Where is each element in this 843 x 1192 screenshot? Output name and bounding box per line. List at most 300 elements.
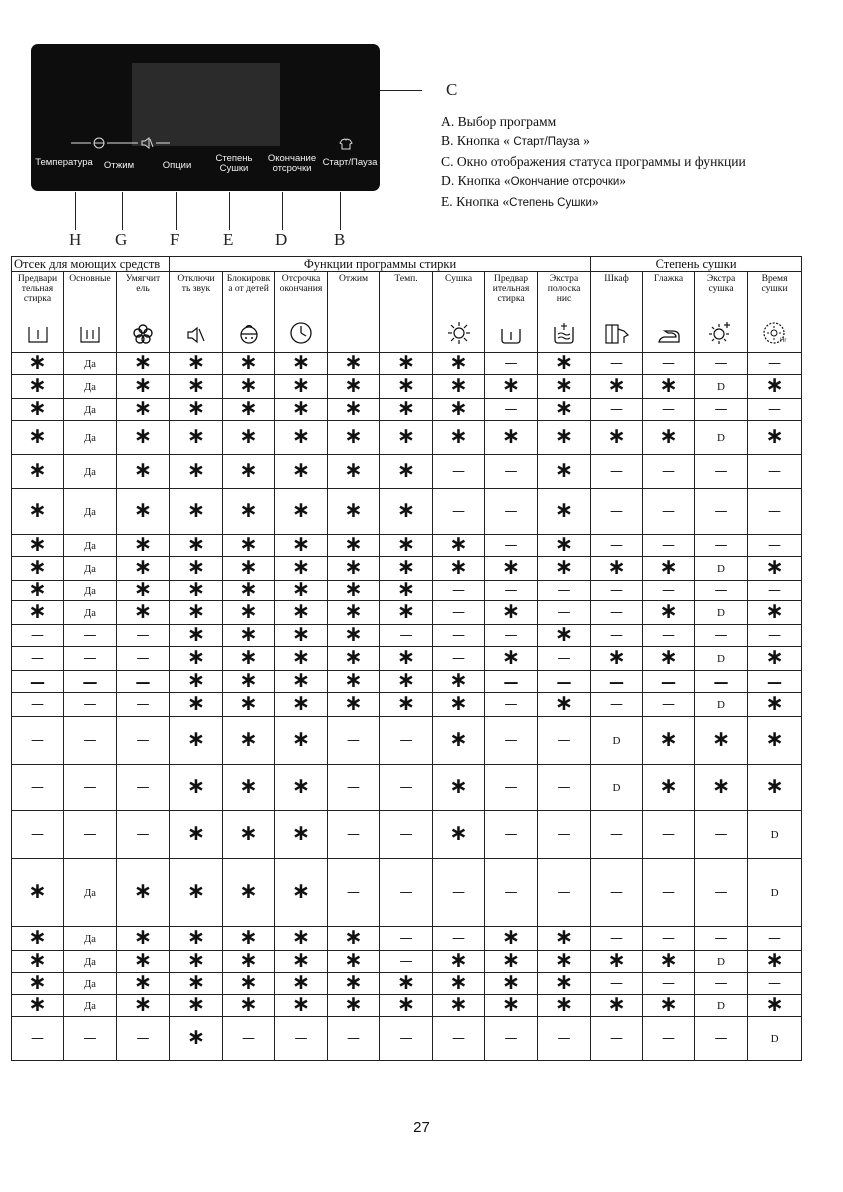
cell-not-supported: — — [695, 859, 748, 927]
column-header-14 — [748, 272, 802, 353]
table-row — [12, 581, 802, 601]
cell-not-supported: — — [591, 455, 643, 489]
cell-supported: ∗ — [433, 765, 485, 811]
cell-not-supported: — — [380, 927, 433, 951]
cell-supported: ∗ — [643, 647, 695, 671]
cell-not-supported: — — [117, 811, 170, 859]
cell-supported: ∗ — [538, 455, 591, 489]
table-row — [12, 717, 802, 765]
cell-supported: ∗ — [12, 535, 64, 557]
cell-supported: ∗ — [170, 375, 223, 399]
cell-supported: ∗ — [748, 421, 802, 455]
cell-supported: ∗ — [643, 717, 695, 765]
cell-not-supported: — — [643, 927, 695, 951]
cell-supported: ∗ — [695, 765, 748, 811]
cell-not-supported: — — [591, 811, 643, 859]
column-header-label: Отключи ть звук — [177, 273, 215, 294]
cell-supported: ∗ — [170, 557, 223, 581]
column-header-label: Основные — [69, 273, 111, 284]
cell-yes: Да — [64, 455, 117, 489]
column-header-8 — [433, 272, 485, 353]
cell-supported: ∗ — [170, 811, 223, 859]
cell-not-supported: — — [485, 859, 538, 927]
cell-supported: ∗ — [643, 765, 695, 811]
column-header-label: Темп. — [394, 273, 418, 284]
cell-supported: ∗ — [117, 973, 170, 995]
start-pause-button[interactable]: Старт/Пауза — [322, 157, 378, 168]
cell-default: D — [695, 601, 748, 625]
cell-default: D — [695, 647, 748, 671]
cell-supported: ∗ — [538, 421, 591, 455]
cell-supported: ∗ — [223, 353, 275, 375]
cell-supported: ∗ — [223, 581, 275, 601]
cell-not-supported: — — [433, 1017, 485, 1061]
options-button[interactable]: Опции — [162, 160, 192, 171]
cell-not-supported: — — [64, 671, 117, 693]
cell-supported: ∗ — [275, 859, 328, 927]
cell-not-supported: — — [695, 399, 748, 421]
cell-default: D — [748, 1017, 802, 1061]
cell-not-supported: — — [275, 1017, 328, 1061]
cell-supported: ∗ — [591, 951, 643, 973]
cell-supported: ∗ — [485, 375, 538, 399]
table-row — [12, 765, 802, 811]
cell-not-supported: — — [64, 1017, 117, 1061]
cupboard-dry-icon — [591, 323, 642, 348]
cell-supported: ∗ — [591, 421, 643, 455]
cell-supported: ∗ — [748, 557, 802, 581]
cell-supported: ∗ — [275, 399, 328, 421]
cell-supported: ∗ — [170, 421, 223, 455]
cell-supported: ∗ — [275, 535, 328, 557]
cell-not-supported: — — [695, 1017, 748, 1061]
callout-line-d — [282, 192, 283, 230]
cell-supported: ∗ — [223, 811, 275, 859]
cell-not-supported: — — [117, 717, 170, 765]
cell-not-supported: — — [538, 671, 591, 693]
callout-letter-f: F — [170, 230, 180, 249]
cell-not-supported: — — [485, 353, 538, 375]
cell-supported: ∗ — [12, 927, 64, 951]
display-window — [132, 63, 280, 146]
spin-button[interactable]: Отжим — [103, 160, 135, 171]
cell-default: D — [591, 765, 643, 811]
table-row — [12, 1017, 802, 1061]
cell-not-supported: — — [433, 601, 485, 625]
cell-not-supported: — — [433, 455, 485, 489]
cell-supported: ∗ — [223, 951, 275, 973]
cell-supported: ∗ — [223, 671, 275, 693]
cell-supported: ∗ — [117, 399, 170, 421]
cell-supported: ∗ — [328, 625, 380, 647]
column-header-10 — [538, 272, 591, 353]
cell-supported: ∗ — [117, 995, 170, 1017]
cell-supported: ∗ — [328, 421, 380, 455]
cell-supported: ∗ — [275, 581, 328, 601]
cell-not-supported: — — [643, 1017, 695, 1061]
cell-supported: ∗ — [12, 581, 64, 601]
cell-supported: ∗ — [328, 601, 380, 625]
cell-supported: ∗ — [643, 557, 695, 581]
column-header-1 — [64, 272, 117, 353]
cell-supported: ∗ — [380, 353, 433, 375]
cell-supported: ∗ — [223, 557, 275, 581]
cell-supported: ∗ — [117, 375, 170, 399]
cell-not-supported: — — [117, 693, 170, 717]
cell-supported: ∗ — [328, 455, 380, 489]
cell-not-supported: — — [433, 647, 485, 671]
cell-supported: ∗ — [275, 625, 328, 647]
table-row — [12, 811, 802, 859]
cell-supported: ∗ — [170, 717, 223, 765]
page-number: 27 — [413, 1119, 430, 1136]
cell-not-supported: — — [380, 625, 433, 647]
cell-yes: Да — [64, 535, 117, 557]
cell-not-supported: — — [64, 717, 117, 765]
column-header-2 — [117, 272, 170, 353]
cell-not-supported: — — [695, 625, 748, 647]
cell-supported: ∗ — [12, 995, 64, 1017]
table-row — [12, 353, 802, 375]
cell-supported: ∗ — [170, 693, 223, 717]
column-header-7 — [380, 272, 433, 353]
cell-supported: ∗ — [380, 693, 433, 717]
column-header-label: Умягчит ель — [125, 273, 161, 294]
column-header-9 — [485, 272, 538, 353]
cell-not-supported: — — [12, 625, 64, 647]
callout-letter-b: B — [334, 230, 346, 249]
cell-supported: ∗ — [170, 973, 223, 995]
cell-supported: ∗ — [223, 601, 275, 625]
program-functions-table — [11, 256, 802, 1061]
column-header-label: Время сушки — [761, 273, 788, 294]
cell-supported: ∗ — [170, 927, 223, 951]
callout-line-g — [122, 192, 123, 230]
cell-supported: ∗ — [275, 647, 328, 671]
shirt-icon — [339, 138, 353, 150]
cell-supported: ∗ — [433, 557, 485, 581]
cell-supported: ∗ — [328, 353, 380, 375]
cell-not-supported: — — [695, 927, 748, 951]
cell-not-supported: — — [64, 625, 117, 647]
softener-flower-icon — [117, 323, 169, 348]
cell-supported: ∗ — [223, 765, 275, 811]
cell-supported: ∗ — [275, 693, 328, 717]
temperature-indicator-icon — [71, 136, 131, 150]
cell-supported: ∗ — [748, 647, 802, 671]
cell-supported: ∗ — [275, 765, 328, 811]
group-header-detergent: Отсек для моющих средств — [12, 257, 170, 272]
cell-supported: ∗ — [485, 557, 538, 581]
cell-not-supported: — — [485, 455, 538, 489]
sound-off-icon — [170, 325, 222, 348]
cell-supported: ∗ — [380, 489, 433, 535]
cell-not-supported: — — [64, 811, 117, 859]
cell-supported: ∗ — [275, 601, 328, 625]
cell-not-supported: — — [748, 455, 802, 489]
cell-not-supported: — — [695, 489, 748, 535]
cell-supported: ∗ — [117, 535, 170, 557]
cell-not-supported: — — [695, 353, 748, 375]
cell-not-supported: — — [591, 601, 643, 625]
cell-supported: ∗ — [275, 717, 328, 765]
cell-not-supported: — — [12, 1017, 64, 1061]
cell-supported: ∗ — [380, 581, 433, 601]
cell-not-supported: — — [591, 353, 643, 375]
cell-not-supported: — — [328, 859, 380, 927]
group-header-wash-functions: Функции программы стирки — [170, 257, 591, 272]
cell-not-supported: — — [64, 765, 117, 811]
cell-supported: ∗ — [275, 995, 328, 1017]
cell-supported: ∗ — [433, 421, 485, 455]
cell-not-supported: — — [748, 489, 802, 535]
cell-supported: ∗ — [433, 951, 485, 973]
column-header-4 — [223, 272, 275, 353]
delay-end-button[interactable]: Окончание отсрочки — [267, 153, 317, 174]
cell-supported: ∗ — [170, 601, 223, 625]
cell-supported: ∗ — [170, 535, 223, 557]
cell-supported: ∗ — [328, 535, 380, 557]
cell-supported: ∗ — [328, 489, 380, 535]
cell-supported: ∗ — [275, 455, 328, 489]
cell-yes: Да — [64, 859, 117, 927]
callout-letter-d: D — [275, 230, 288, 249]
cell-yes: Да — [64, 353, 117, 375]
cell-not-supported: — — [748, 581, 802, 601]
cell-supported: ∗ — [485, 421, 538, 455]
legend-item-c: C. Окно отображения статуса программы и функции — [441, 154, 746, 169]
table-row — [12, 375, 802, 399]
column-header-label: Сушка — [444, 273, 473, 284]
cell-supported: ∗ — [12, 557, 64, 581]
cell-supported: ∗ — [275, 811, 328, 859]
cell-supported: ∗ — [170, 859, 223, 927]
callout-line-h — [75, 192, 76, 230]
cell-supported: ∗ — [170, 399, 223, 421]
cell-not-supported: — — [538, 859, 591, 927]
cell-supported: ∗ — [12, 601, 64, 625]
cell-not-supported: — — [695, 535, 748, 557]
cell-supported: ∗ — [275, 927, 328, 951]
cell-not-supported: — — [117, 647, 170, 671]
column-header-label: Отжим — [338, 273, 369, 284]
cell-not-supported: — — [538, 811, 591, 859]
cell-supported: ∗ — [12, 375, 64, 399]
cell-supported: ∗ — [275, 671, 328, 693]
cell-not-supported: — — [380, 859, 433, 927]
callout-line-e — [229, 192, 230, 230]
cell-not-supported: — — [223, 1017, 275, 1061]
cell-supported: ∗ — [117, 489, 170, 535]
cell-not-supported: — — [117, 1017, 170, 1061]
cell-supported: ∗ — [328, 557, 380, 581]
group-header-dry-level: Степень сушки — [591, 257, 802, 272]
cell-not-supported: — — [538, 717, 591, 765]
cell-default: D — [695, 693, 748, 717]
cell-supported: ∗ — [380, 601, 433, 625]
cell-not-supported: — — [748, 535, 802, 557]
cell-supported: ∗ — [117, 927, 170, 951]
cell-supported: ∗ — [748, 601, 802, 625]
cell-supported: ∗ — [223, 375, 275, 399]
cell-supported: ∗ — [223, 399, 275, 421]
cell-not-supported: — — [591, 693, 643, 717]
cell-supported: ∗ — [223, 859, 275, 927]
cell-yes: Да — [64, 927, 117, 951]
column-header-5 — [275, 272, 328, 353]
prewash-compartment-icon — [12, 325, 63, 348]
cell-supported: ∗ — [117, 353, 170, 375]
cell-supported: ∗ — [170, 625, 223, 647]
cell-supported: ∗ — [328, 375, 380, 399]
cell-supported: ∗ — [275, 375, 328, 399]
prewash-tub-icon — [485, 325, 537, 348]
timed-dry-icon — [748, 321, 801, 348]
svg-text:Hr: Hr — [779, 338, 786, 344]
cell-not-supported: — — [591, 859, 643, 927]
cell-not-supported: — — [12, 717, 64, 765]
cell-supported: ∗ — [538, 693, 591, 717]
table-row — [12, 399, 802, 421]
table-row — [12, 535, 802, 557]
cell-supported: ∗ — [328, 647, 380, 671]
table-row — [12, 995, 802, 1017]
cell-not-supported: — — [12, 811, 64, 859]
cell-not-supported: — — [643, 693, 695, 717]
cell-supported: ∗ — [380, 421, 433, 455]
table-row — [12, 647, 802, 671]
cell-supported: ∗ — [223, 489, 275, 535]
iron-dry-icon — [643, 327, 694, 348]
table-row — [12, 421, 802, 455]
cell-supported: ∗ — [170, 353, 223, 375]
cell-supported: ∗ — [170, 455, 223, 489]
cell-supported: ∗ — [275, 353, 328, 375]
cell-not-supported: — — [695, 811, 748, 859]
cell-supported: ∗ — [433, 995, 485, 1017]
table-row — [12, 455, 802, 489]
cell-supported: ∗ — [538, 535, 591, 557]
column-header-label: Экстра сушка — [706, 273, 736, 294]
cell-supported: ∗ — [538, 489, 591, 535]
cell-supported: ∗ — [12, 951, 64, 973]
cell-supported: ∗ — [538, 557, 591, 581]
cell-supported: ∗ — [275, 951, 328, 973]
table-row — [12, 625, 802, 647]
cell-default: D — [695, 375, 748, 399]
cell-not-supported: — — [591, 535, 643, 557]
cell-not-supported: — — [485, 765, 538, 811]
cell-supported: ∗ — [380, 995, 433, 1017]
cell-not-supported: — — [328, 765, 380, 811]
cell-supported: ∗ — [538, 375, 591, 399]
cell-supported: ∗ — [117, 421, 170, 455]
cell-supported: ∗ — [643, 421, 695, 455]
cell-supported: ∗ — [485, 995, 538, 1017]
cell-default: D — [695, 557, 748, 581]
cell-default: D — [591, 717, 643, 765]
column-header-6 — [328, 272, 380, 353]
callout-letter-g: G — [115, 230, 128, 249]
cell-supported: ∗ — [12, 421, 64, 455]
cell-supported: ∗ — [170, 1017, 223, 1061]
cell-supported: ∗ — [643, 995, 695, 1017]
cell-not-supported: — — [12, 671, 64, 693]
cell-yes: Да — [64, 601, 117, 625]
cell-supported: ∗ — [170, 671, 223, 693]
cell-supported: ∗ — [223, 421, 275, 455]
cell-supported: ∗ — [328, 927, 380, 951]
cell-not-supported: — — [380, 811, 433, 859]
cell-not-supported: — — [748, 625, 802, 647]
cell-supported: ∗ — [117, 455, 170, 489]
cell-supported: ∗ — [170, 581, 223, 601]
cell-supported: ∗ — [433, 535, 485, 557]
legend-item-b: B. Кнопка « Старт/Пауза » — [441, 133, 590, 148]
column-header-label: Экстра полоска нис — [547, 273, 581, 304]
cell-supported: ∗ — [117, 601, 170, 625]
cell-supported: ∗ — [380, 557, 433, 581]
column-header-label: Глажка — [653, 273, 684, 284]
cell-yes: Да — [64, 557, 117, 581]
cell-default: D — [748, 811, 802, 859]
cell-supported: ∗ — [223, 717, 275, 765]
cell-supported: ∗ — [538, 927, 591, 951]
cell-supported: ∗ — [748, 951, 802, 973]
temperature-button[interactable]: Температура — [35, 157, 93, 168]
sun-dry-icon — [433, 321, 484, 348]
cell-supported: ∗ — [12, 489, 64, 535]
cell-not-supported: — — [485, 1017, 538, 1061]
cell-not-supported: — — [643, 973, 695, 995]
cell-not-supported: — — [328, 811, 380, 859]
cell-supported: ∗ — [748, 765, 802, 811]
cell-supported: ∗ — [223, 625, 275, 647]
cell-supported: ∗ — [117, 859, 170, 927]
cell-not-supported: — — [538, 581, 591, 601]
cell-not-supported: — — [117, 625, 170, 647]
cell-not-supported: — — [117, 671, 170, 693]
child-lock-icon — [223, 323, 274, 348]
main-wash-compartment-icon — [64, 325, 116, 348]
cell-not-supported: — — [591, 581, 643, 601]
cell-supported: ∗ — [328, 399, 380, 421]
cell-yes: Да — [64, 399, 117, 421]
cell-supported: ∗ — [485, 951, 538, 973]
cell-supported: ∗ — [538, 951, 591, 973]
cell-not-supported: — — [695, 973, 748, 995]
table-row — [12, 671, 802, 693]
cell-not-supported: — — [433, 489, 485, 535]
dry-level-button[interactable]: Степень Сушки — [215, 153, 253, 174]
cell-supported: ∗ — [275, 973, 328, 995]
cell-not-supported: — — [748, 399, 802, 421]
cell-supported: ∗ — [591, 995, 643, 1017]
cell-supported: ∗ — [433, 811, 485, 859]
cell-supported: ∗ — [380, 535, 433, 557]
cell-not-supported: — — [433, 625, 485, 647]
cell-supported: ∗ — [380, 671, 433, 693]
cell-supported: ∗ — [538, 353, 591, 375]
cell-supported: ∗ — [485, 927, 538, 951]
cell-not-supported: — — [485, 581, 538, 601]
cell-not-supported: — — [485, 489, 538, 535]
clock-icon — [275, 321, 327, 348]
cell-not-supported: — — [538, 601, 591, 625]
column-header-label: Блокировк а от детей — [226, 273, 271, 294]
cell-not-supported: — — [380, 1017, 433, 1061]
cell-supported: ∗ — [12, 455, 64, 489]
